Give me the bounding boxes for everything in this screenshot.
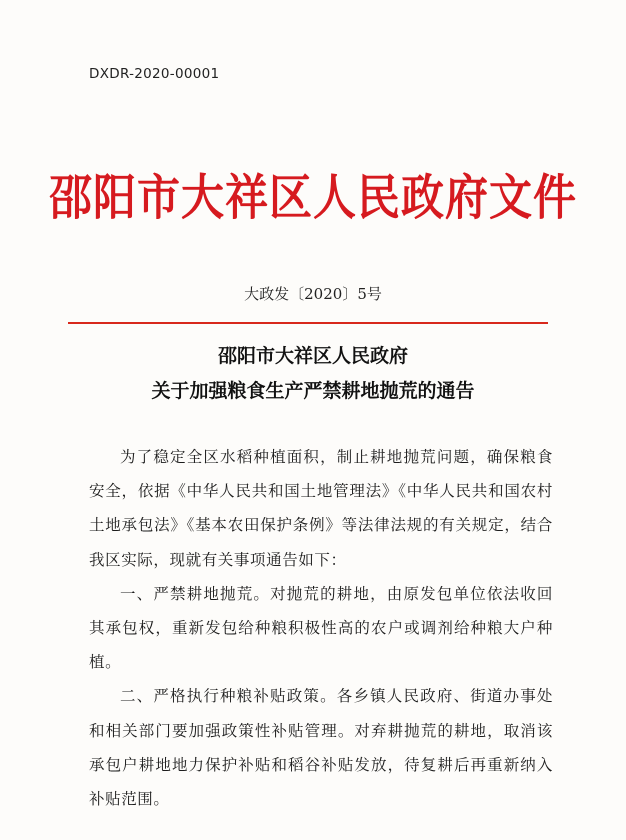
paragraph-item-2: 二、严格执行种粮补贴政策。各乡镇人民政府、街道办事处和相关部门要加强政策性补贴管理。对弃耕抛荒的耕地，取消该承包户耕地地力保护补贴和稻谷补贴发放，待复耕后再重新纳入补贴范围。: [89, 687, 553, 809]
notice-title-line-1: 邵阳市大祥区人民政府: [217, 345, 408, 367]
paragraph-intro: 为了稳定全区水稻种植面积，制止耕地抛荒问题，确保粮食安全，依据《中华人民共和国土地管理法》《中华人民共和国农村土地承包法》《基本农田保护条例》等法律法规的有关规定，结合我区实际，现就有关事项通告如下：: [89, 448, 553, 569]
notice-title-line-2: 关于加强粮食生产严禁耕地抛荒的通告: [151, 380, 475, 402]
red-divider-line: [68, 322, 548, 324]
document-number: 大政发〔2020〕5号: [244, 285, 382, 303]
document-id: DXDR-2020-00001: [89, 66, 220, 82]
paragraph-item-1: 一、严禁耕地抛荒。对抛荒的耕地，由原发包单位依法收回其承包权，重新发包给种粮积极性高的农户或调剂给种粮大户种植。: [89, 584, 553, 672]
document-red-header: 邵阳市大祥区人民政府文件: [49, 170, 577, 227]
notice-body: [89, 440, 553, 816]
